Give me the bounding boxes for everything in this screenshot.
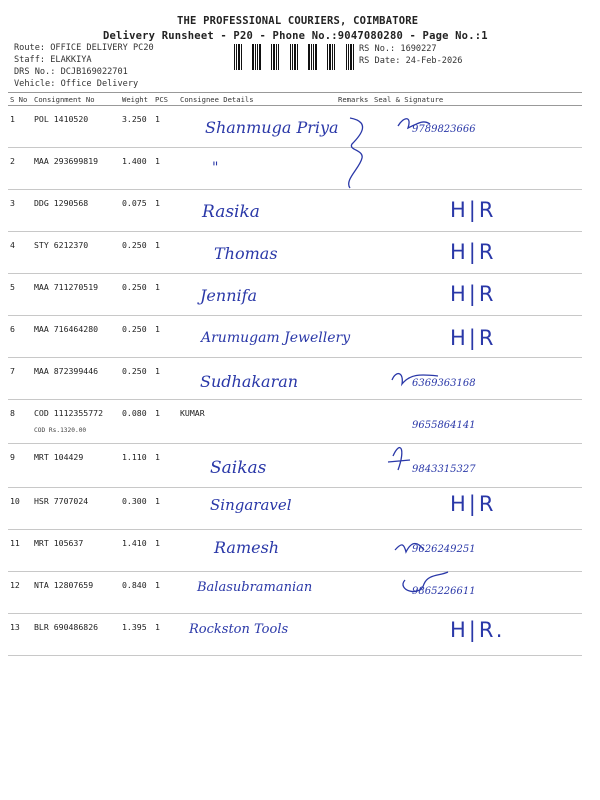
consignee-handwritten: Thomas xyxy=(214,244,278,263)
cell-consignee xyxy=(178,148,336,190)
cell-consignment xyxy=(32,232,120,274)
cell-consignment: STY 6212370 xyxy=(34,240,89,250)
cell-sno xyxy=(8,106,32,148)
cell-sno xyxy=(8,358,32,400)
cell-consignment: MRT 104429 xyxy=(34,452,84,462)
cell-sno: 2 xyxy=(10,156,15,166)
cod-amount: COD Rs.1320.00 xyxy=(34,427,87,434)
cell-consignment: BLR 690486826 xyxy=(34,622,99,632)
cell-weight xyxy=(120,572,153,614)
col-weight: Weight xyxy=(120,93,153,106)
cell-pcs xyxy=(153,444,178,488)
col-seal: Seal & Signature xyxy=(372,93,582,106)
cell-sno xyxy=(8,148,32,190)
cell-weight xyxy=(120,530,153,572)
cell-sno: 12 xyxy=(10,580,20,590)
cell-sno xyxy=(8,530,32,572)
cell-seal xyxy=(372,106,582,148)
cell-consignment xyxy=(32,444,120,488)
cell-sno xyxy=(8,614,32,656)
cell-pcs xyxy=(153,614,178,656)
cell-weight xyxy=(120,614,153,656)
cell-consignment: NTA 12807659 xyxy=(34,580,94,590)
vehicle-label: Vehicle: Office Delivery xyxy=(14,79,139,89)
cell-weight: 1.400 xyxy=(122,156,147,166)
rs-date-label: RS Date: 24-Feb-2026 xyxy=(359,56,463,66)
consignee-handwritten: Shanmuga Priya xyxy=(205,118,339,137)
cell-weight: 0.080 xyxy=(122,408,147,418)
cell-remarks xyxy=(336,190,372,232)
cell-remarks xyxy=(336,530,372,572)
cell-consignment xyxy=(32,106,120,148)
cell-consignment xyxy=(32,316,120,358)
cell-sno xyxy=(8,316,32,358)
seal-phone: 9655864141 xyxy=(412,420,476,431)
seal-phone: 9843315327 xyxy=(412,464,476,475)
cell-weight: 0.075 xyxy=(122,198,147,208)
cell-pcs xyxy=(153,106,178,148)
table-row xyxy=(8,444,582,488)
cell-consignment xyxy=(32,614,120,656)
cell-pcs: 1 xyxy=(155,240,160,250)
cell-pcs xyxy=(153,358,178,400)
cell-seal xyxy=(372,148,582,190)
cell-pcs: 1 xyxy=(155,366,160,376)
cell-sno xyxy=(8,444,32,488)
seal-phone: 9626249251 xyxy=(412,544,476,555)
cell-pcs: 1 xyxy=(155,282,160,292)
cell-pcs xyxy=(153,190,178,232)
cell-weight: 0.250 xyxy=(122,282,147,292)
consignee-handwritten: Ramesh xyxy=(214,538,280,557)
seal-hir: H|R. xyxy=(450,618,506,642)
cell-weight: 0.250 xyxy=(122,240,147,250)
cell-remarks xyxy=(336,148,372,190)
cell-consignment xyxy=(32,400,120,444)
cell-sno: 7 xyxy=(10,366,15,376)
cell-sno: 3 xyxy=(10,198,15,208)
consignee-handwritten: Singaravel xyxy=(210,496,292,514)
table-header-row xyxy=(8,93,582,106)
consignee-handwritten: " xyxy=(212,160,219,176)
cell-pcs xyxy=(153,400,178,444)
cell-weight xyxy=(120,316,153,358)
seal-hir: H|R xyxy=(450,198,497,222)
cell-weight: 3.250 xyxy=(122,114,147,124)
company-title: THE PROFESSIONAL COURIERS, COIMBATORE xyxy=(177,15,419,27)
cell-sno: 13 xyxy=(10,622,20,632)
cell-sno xyxy=(8,488,32,530)
cell-consignment: MAA 293699819 xyxy=(34,156,99,166)
cell-weight xyxy=(120,488,153,530)
cell-consignment: POL 1410520 xyxy=(34,114,89,124)
seal-phone: 6369363168 xyxy=(412,378,476,389)
table-row xyxy=(8,400,582,444)
cell-weight: 0.250 xyxy=(122,366,147,376)
col-remarks: Remarks xyxy=(336,93,372,106)
cell-pcs xyxy=(153,316,178,358)
cell-pcs xyxy=(153,572,178,614)
cell-consignment xyxy=(32,530,120,572)
consignee-handwritten: Balasubramanian xyxy=(197,580,313,595)
cell-pcs: 1 xyxy=(155,156,160,166)
barcode-icon xyxy=(229,44,355,70)
cell-consignment xyxy=(32,274,120,316)
cell-pcs: 1 xyxy=(155,496,160,506)
cell-pcs: 1 xyxy=(155,452,160,462)
cell-sno xyxy=(8,190,32,232)
cell-remarks xyxy=(336,488,372,530)
cell-sno: 6 xyxy=(10,324,15,334)
cell-weight: 0.300 xyxy=(122,496,147,506)
cell-weight: 0.250 xyxy=(122,324,147,334)
cell-remarks xyxy=(336,274,372,316)
cell-pcs: 1 xyxy=(155,324,160,334)
cell-consignment: HSR 7707024 xyxy=(34,496,89,506)
cell-sno: 4 xyxy=(10,240,15,250)
cell-consignment xyxy=(32,358,120,400)
cell-weight xyxy=(120,444,153,488)
consignee-handwritten: Rasika xyxy=(202,202,260,222)
cell-pcs: 1 xyxy=(155,198,160,208)
seal-hir: H|R xyxy=(450,282,497,306)
col-pcs: PCS xyxy=(153,93,178,106)
cell-pcs xyxy=(153,148,178,190)
seal-hir: H|R xyxy=(450,240,497,264)
cell-consignment xyxy=(32,190,120,232)
cell-sno: 9 xyxy=(10,452,15,462)
cell-pcs xyxy=(153,488,178,530)
cell-pcs: 1 xyxy=(155,408,160,418)
cell-consignment: DDG 1290568 xyxy=(34,198,89,208)
cell-weight: 0.840 xyxy=(122,580,147,590)
cell-remarks xyxy=(336,444,372,488)
rs-no-label: RS No.: 1690227 xyxy=(359,44,437,54)
consignee-handwritten: Sudhakaran xyxy=(200,372,299,391)
cell-consignment: MAA 711270519 xyxy=(34,282,99,292)
cell-remarks xyxy=(336,400,372,444)
cell-sno xyxy=(8,572,32,614)
cell-remarks xyxy=(336,358,372,400)
cell-sno xyxy=(8,274,32,316)
col-sno: S No xyxy=(8,93,32,106)
table-row xyxy=(8,148,582,190)
cell-sno: 8 xyxy=(10,408,15,418)
cell-seal xyxy=(372,400,582,444)
cell-consignment xyxy=(32,148,120,190)
cell-seal xyxy=(372,444,582,488)
seal-phone: 9789823666 xyxy=(412,124,476,135)
cell-consignment xyxy=(32,488,120,530)
route-label: Route: OFFICE DELIVERY PC20 xyxy=(14,43,154,53)
cell-consignee: KUMAR xyxy=(180,408,205,418)
seal-hir: H|R xyxy=(450,492,497,516)
cell-sno: 1 xyxy=(10,114,15,124)
cell-weight: 1.110 xyxy=(122,452,147,462)
cell-remarks xyxy=(336,106,372,148)
cell-sno xyxy=(8,400,32,444)
cell-remarks xyxy=(336,614,372,656)
cell-pcs: 1 xyxy=(155,580,160,590)
runsheet-title: Delivery Runsheet - P20 - Phone No.:9047080280 - Page No.:1 xyxy=(103,30,488,42)
cell-pcs xyxy=(153,530,178,572)
cell-weight xyxy=(120,148,153,190)
cell-weight xyxy=(120,274,153,316)
cell-consignment: COD 1112355772 xyxy=(34,408,104,418)
consignee-handwritten: Rockston Tools xyxy=(189,622,289,637)
cell-remarks xyxy=(336,572,372,614)
cell-pcs: 1 xyxy=(155,538,160,548)
seal-phone: 9865226611 xyxy=(412,586,476,597)
cell-remarks xyxy=(336,232,372,274)
cell-sno: 11 xyxy=(10,538,20,548)
seal-hir: H|R xyxy=(450,326,497,350)
cell-weight xyxy=(120,232,153,274)
cell-consignment: MAA 872399446 xyxy=(34,366,99,376)
consignee-handwritten: Jennifa xyxy=(200,286,258,305)
cell-seal xyxy=(372,358,582,400)
cell-pcs xyxy=(153,274,178,316)
consignee-handwritten: Saikas xyxy=(210,458,267,478)
cell-sno: 5 xyxy=(10,282,15,292)
cell-weight xyxy=(120,358,153,400)
cell-weight: 1.410 xyxy=(122,538,147,548)
col-consignee: Consignee Details xyxy=(178,93,336,106)
cell-consignment: MRT 105637 xyxy=(34,538,84,548)
cell-weight xyxy=(120,190,153,232)
cell-consignee xyxy=(178,400,336,444)
cell-weight: 1.395 xyxy=(122,622,147,632)
table-row xyxy=(8,530,582,572)
cell-pcs xyxy=(153,232,178,274)
cell-weight xyxy=(120,400,153,444)
cell-sno xyxy=(8,232,32,274)
cell-consignment xyxy=(32,572,120,614)
cell-seal xyxy=(372,572,582,614)
cell-pcs: 1 xyxy=(155,114,160,124)
cell-pcs: 1 xyxy=(155,622,160,632)
col-consignment: Consignment No xyxy=(32,93,120,106)
cell-sno: 10 xyxy=(10,496,20,506)
staff-label: Staff: ELAKKIYA xyxy=(14,55,92,65)
cell-weight xyxy=(120,106,153,148)
cell-seal xyxy=(372,530,582,572)
consignee-handwritten: Arumugam Jewellery xyxy=(201,330,351,346)
cell-consignment: MAA 716464280 xyxy=(34,324,99,334)
drs-label: DRS No.: DCJB169022701 xyxy=(14,67,128,77)
